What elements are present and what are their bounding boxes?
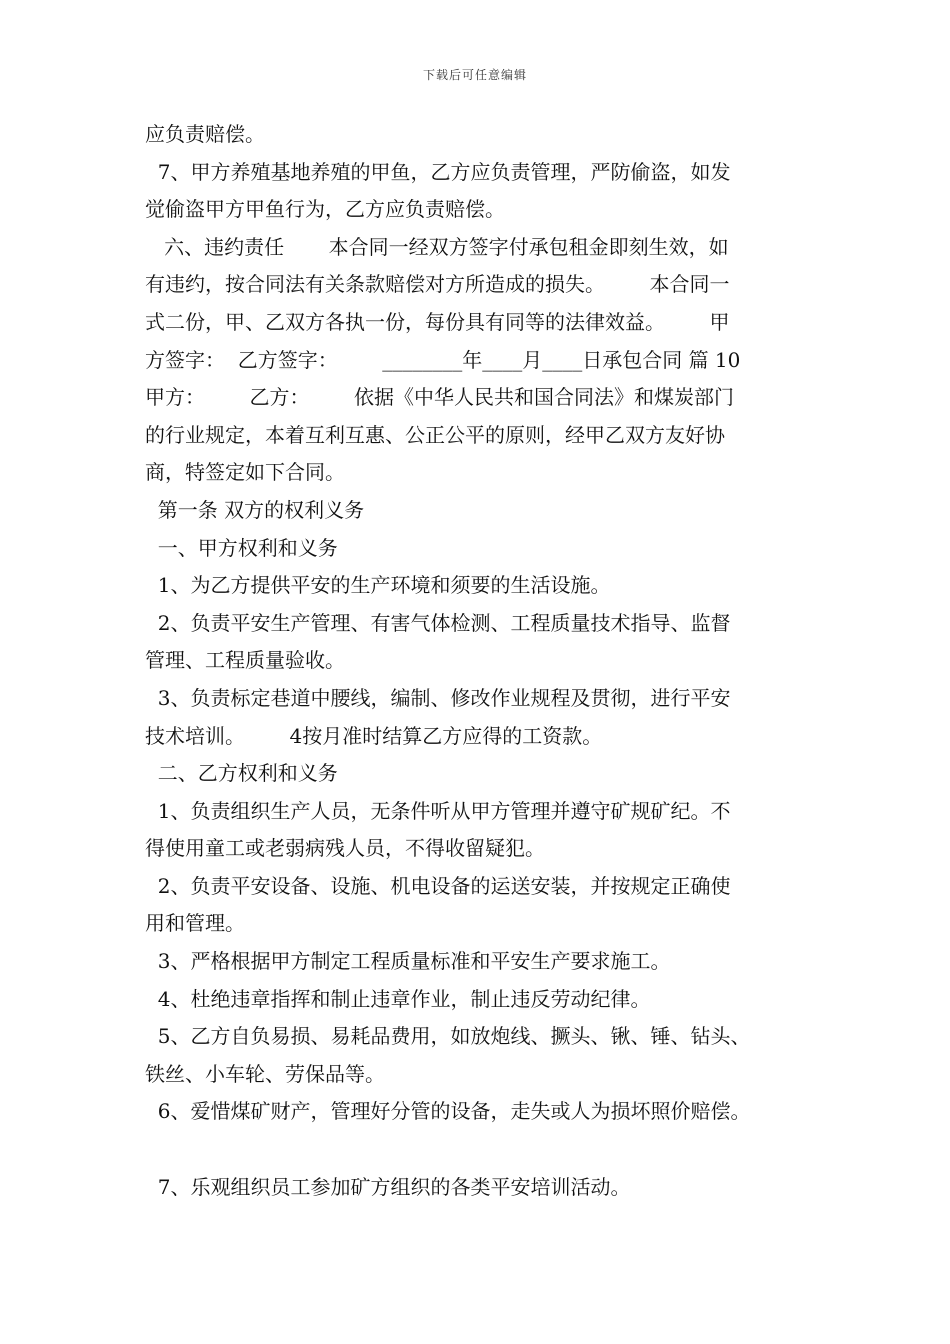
text-line: 商，特签定如下合同。 bbox=[145, 460, 345, 485]
text-line: 六、违约责任 本合同一经双方签字付承包租金即刻生效，如 bbox=[145, 234, 729, 259]
document-body bbox=[145, 116, 811, 1206]
text-line: 2、负责平安生产管理、有害气体检测、工程质量技术指导、监督 bbox=[145, 610, 731, 635]
text-line: 7、乐观组织员工参加矿方组织的各类平安培训活动。 bbox=[145, 1174, 631, 1199]
text-line: 4、杜绝违章指挥和制止违章作业，制止违反劳动纪律。 bbox=[145, 986, 651, 1011]
section-heading: 第一条 双方的权利义务 bbox=[145, 497, 365, 522]
text-line: 6、爱惜煤矿财产，管理好分管的设备，走失或人为损坏照价赔偿。 bbox=[145, 1099, 751, 1124]
text-line: 用和管理。 bbox=[145, 911, 245, 936]
subsection-heading: 一、甲方权利和义务 bbox=[145, 535, 338, 560]
text-line: 的行业规定，本着互利互惠、公正公平的原则，经甲乙双方友好协 bbox=[145, 422, 725, 447]
text-line: 1、为乙方提供平安的生产环境和须要的生活设施。 bbox=[145, 573, 611, 598]
text-line: 技术培训。 4按月准时结算乙方应得的工资款。 bbox=[145, 723, 603, 748]
text-line: 铁丝、小车轮、劳保品等。 bbox=[145, 1061, 385, 1086]
text-line: 3、严格根据甲方制定工程质量标准和平安生产要求施工。 bbox=[145, 949, 671, 974]
blank-line bbox=[145, 1131, 811, 1169]
text-line: 应负责赔偿。 bbox=[145, 122, 265, 146]
text-line: 有违约，按合同法有关条款赔偿对方所造成的损失。 本合同一 bbox=[145, 272, 730, 297]
text-line: 管理、工程质量验收。 bbox=[145, 648, 345, 673]
text-line: 甲方： 乙方： 依据《中华人民共和国合同法》和煤炭部门 bbox=[145, 385, 735, 410]
subsection-heading: 二、乙方权利和义务 bbox=[145, 761, 338, 786]
text-line: 得使用童工或老弱病残人员，不得收留疑犯。 bbox=[145, 836, 545, 861]
text-line: 5、乙方自负易损、易耗品费用，如放炮线、撅头、锹、锤、钻头、 bbox=[145, 1024, 751, 1049]
text-line: 7、甲方养殖基地养殖的甲鱼，乙方应负责管理，严防偷盗，如发 bbox=[145, 159, 731, 184]
page-header: 下载后可任意编辑 bbox=[422, 68, 527, 82]
text-line: 2、负责平安设备、设施、机电设备的运送安装，并按规定正确使 bbox=[145, 873, 731, 898]
text-line: 3、负责标定巷道中腰线，编制、修改作业规程及贯彻，进行平安 bbox=[145, 685, 731, 710]
text-line: 式二份，甲、乙双方各执一份，每份具有同等的法律效益。 甲 bbox=[145, 309, 730, 334]
text-line: 1、负责组织生产人员，无条件听从甲方管理并遵守矿规矿纪。不 bbox=[145, 798, 731, 823]
text-line: 觉偷盗甲方甲鱼行为，乙方应负责赔偿。 bbox=[145, 197, 505, 222]
text-line: 方签字： 乙方签字： ________年____月____日承包合同 篇 10 bbox=[145, 347, 741, 372]
